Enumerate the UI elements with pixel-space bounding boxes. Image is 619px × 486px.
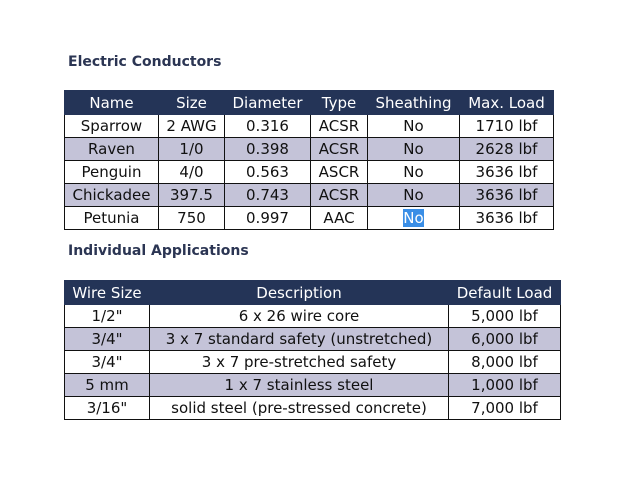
table-row [65, 184, 554, 207]
section-title-electric-conductors: Electric Conductors [68, 54, 222, 70]
table-row [65, 328, 561, 351]
cell-wire-size[interactable]: 3/4" [65, 351, 150, 374]
cell-wire-size[interactable]: 3/4" [65, 328, 150, 351]
cell-diameter[interactable]: 0.316 [225, 115, 311, 138]
cell-description[interactable]: 1 x 7 stainless steel [150, 374, 449, 397]
cell-type[interactable]: ASCR [311, 161, 368, 184]
cell-sheathing[interactable]: No [368, 161, 460, 184]
cell-sheathing-selected[interactable] [368, 207, 460, 230]
cell-size[interactable]: 1/0 [159, 138, 225, 161]
cell-diameter[interactable]: 0.743 [225, 184, 311, 207]
cell-default-load[interactable]: 8,000 lbf [449, 351, 561, 374]
cell-description[interactable]: 3 x 7 pre-stretched safety [150, 351, 449, 374]
cell-size[interactable]: 2 AWG [159, 115, 225, 138]
cell-type[interactable]: ACSR [311, 138, 368, 161]
cell-name[interactable]: Penguin [65, 161, 159, 184]
column-header-description: Description [150, 281, 449, 305]
table-header-row [65, 91, 554, 115]
cell-name[interactable]: Chickadee [65, 184, 159, 207]
cell-max-load[interactable]: 3636 lbf [460, 184, 554, 207]
cell-description[interactable]: solid steel (pre-stressed concrete) [150, 397, 449, 420]
cell-max-load[interactable]: 1710 lbf [460, 115, 554, 138]
table-row [65, 351, 561, 374]
table-row [65, 161, 554, 184]
column-header-default-load: Default Load [449, 281, 561, 305]
cell-default-load[interactable]: 1,000 lbf [449, 374, 561, 397]
cell-name[interactable]: Raven [65, 138, 159, 161]
table-row [65, 374, 561, 397]
table-row [65, 115, 554, 138]
cell-description[interactable]: 3 x 7 standard safety (unstretched) [150, 328, 449, 351]
table-row [65, 138, 554, 161]
cell-sheathing[interactable]: No [368, 184, 460, 207]
cell-default-load[interactable]: 5,000 lbf [449, 305, 561, 328]
cell-name[interactable]: Sparrow [65, 115, 159, 138]
table-row [65, 305, 561, 328]
section-title-individual-applications: Individual Applications [68, 243, 249, 259]
column-header-type: Type [311, 91, 368, 115]
cell-diameter[interactable]: 0.563 [225, 161, 311, 184]
cell-wire-size[interactable]: 5 mm [65, 374, 150, 397]
selected-text[interactable]: No [403, 209, 424, 227]
cell-size[interactable]: 397.5 [159, 184, 225, 207]
cell-default-load[interactable]: 7,000 lbf [449, 397, 561, 420]
cell-max-load[interactable]: 3636 lbf [460, 207, 554, 230]
cell-wire-size[interactable]: 3/16" [65, 397, 150, 420]
cell-diameter[interactable]: 0.398 [225, 138, 311, 161]
table-row [65, 207, 554, 230]
cell-type[interactable]: ACSR [311, 184, 368, 207]
cell-type[interactable]: AAC [311, 207, 368, 230]
table-header-row [65, 281, 561, 305]
cell-size[interactable]: 750 [159, 207, 225, 230]
cell-sheathing[interactable]: No [368, 138, 460, 161]
cell-wire-size[interactable]: 1/2" [65, 305, 150, 328]
cell-size[interactable]: 4/0 [159, 161, 225, 184]
cell-type[interactable]: ACSR [311, 115, 368, 138]
cell-diameter[interactable]: 0.997 [225, 207, 311, 230]
cell-description[interactable]: 6 x 26 wire core [150, 305, 449, 328]
column-header-max-load: Max. Load [460, 91, 554, 115]
cell-name[interactable]: Petunia [65, 207, 159, 230]
cell-default-load[interactable]: 6,000 lbf [449, 328, 561, 351]
column-header-name: Name [65, 91, 159, 115]
table-row [65, 397, 561, 420]
cell-sheathing[interactable]: No [368, 115, 460, 138]
individual-applications-table [64, 280, 561, 420]
column-header-sheathing: Sheathing [368, 91, 460, 115]
cell-max-load[interactable]: 2628 lbf [460, 138, 554, 161]
column-header-diameter: Diameter [225, 91, 311, 115]
column-header-size: Size [159, 91, 225, 115]
electric-conductors-table [64, 90, 554, 230]
cell-max-load[interactable]: 3636 lbf [460, 161, 554, 184]
column-header-wire-size: Wire Size [65, 281, 150, 305]
